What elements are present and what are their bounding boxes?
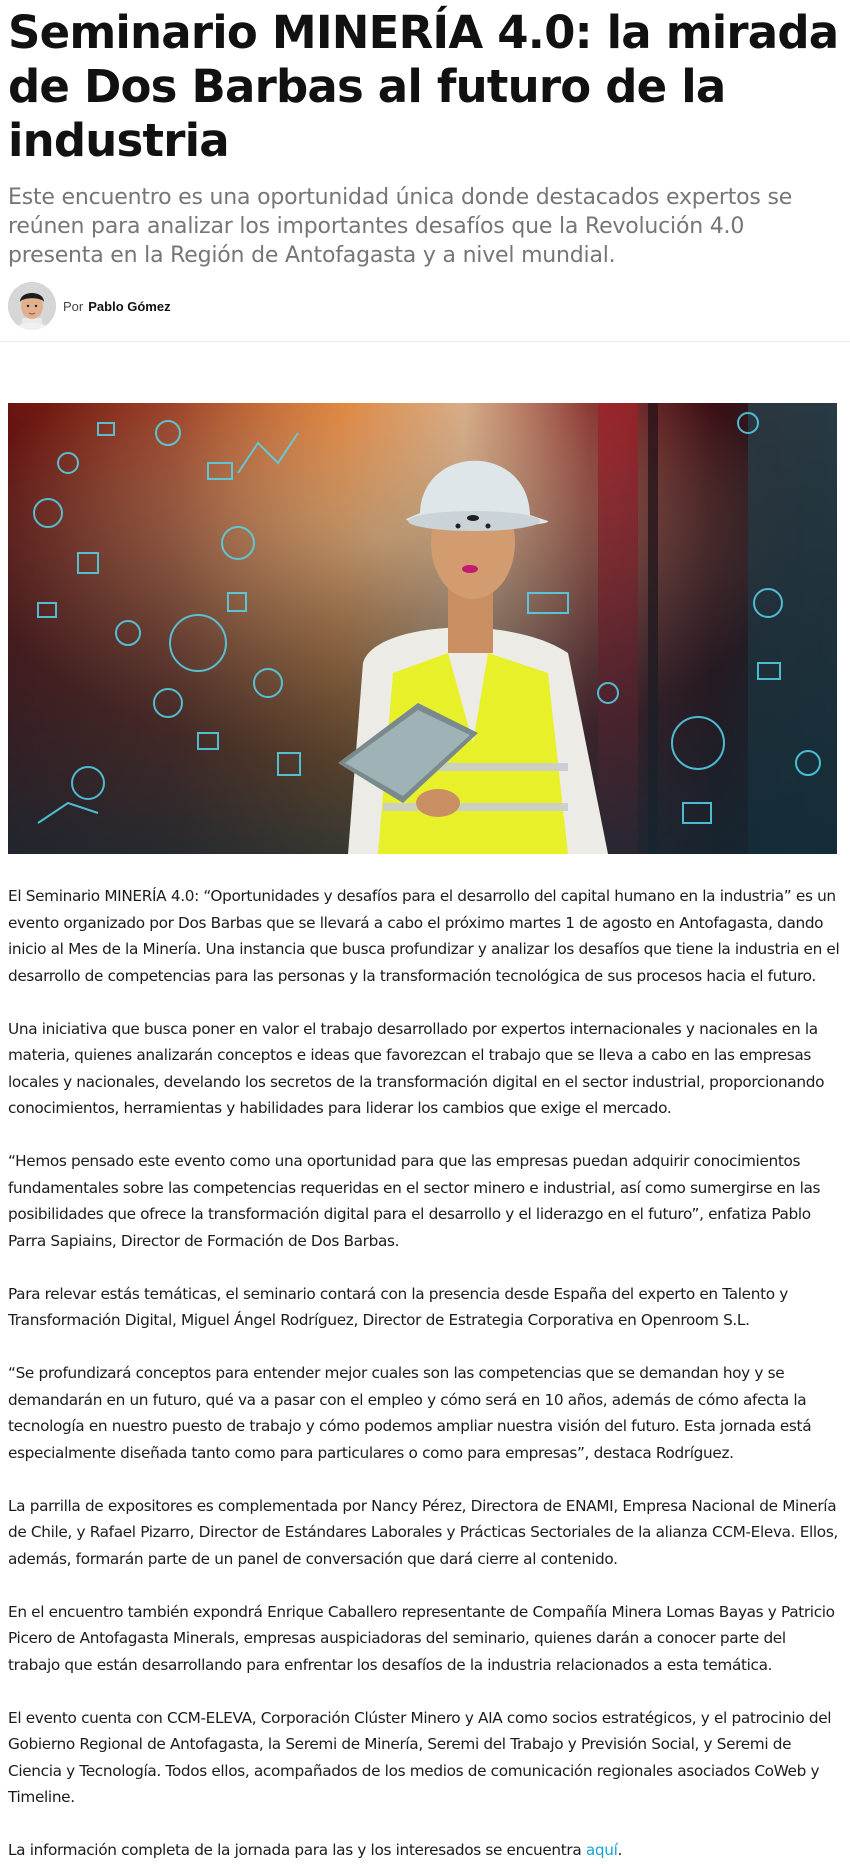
article-paragraph: La parrilla de expositores es complementada por Nancy Pérez, Directora de ENAMI, Empresa Nacional de Minería de Chile, y Rafael Pizarro, Director de Estándares Laborales y Prácticas Sectoriales de la alianza CCM-Eleva. Ellos, además, formarán parte de un panel de conversación que dará cierre al contenido. [8,1496,838,1568]
article-body [0,854,850,1864]
hero-image [8,403,837,854]
author-name[interactable]: Pablo Gómez [88,298,171,314]
closing-paragraph [8,1837,842,1864]
article-title: Seminario MINERÍA 4.0: la mirada de Dos Barbas al futuro de la industria [8,6,839,167]
article-paragraph: El evento cuenta con CCM-ELEVA, Corporación Clúster Minero y AIA como socios estratégicos, y el patrocinio del Gobierno Regional de Antofagasta, la Seremi de Minería, Seremi del Trabajo y Previsión Social, y Seremi de Ciencia y Tecnología. Todos ellos, acompañados de los medios de comunicación regionales asociados CoWeb y Timeline. [8,1708,832,1806]
article-paragraph: El Seminario MINERÍA 4.0: “Oportunidades y desafíos para el desarrollo del capital humano en la industria” es un evento organizado por Dos Barbas que se llevará a cabo el próximo martes 1 de agosto en Antofagasta, dando inicio al Mes de la Minería. Una instancia que busca profundizar y analizar los desafíos que tiene la industria en el desarrollo de competencias para las personas y la transformación tecnológica de sus procesos hacia el futuro. [8,887,840,985]
article-paragraph: “Hemos pensado este evento como una oportunidad para que las empresas puedan adquirir conocimientos fundamentales sobre las competencias requeridas en el sector minero e industrial, así como sumergirse en las posibilidades que ofrece la transformación digital para el desarrollo y el liderazgo en el futuro”, enfatiza Pablo Parra Sapiains, Director de Formación de Dos Barbas. [8,1152,821,1250]
info-link[interactable]: aquí [585,1841,618,1859]
article-paragraph: Para relevar estás temáticas, el seminario contará con la presencia desde España del experto en Talento y Transformación Digital, Miguel Ángel Rodríguez, Director de Estrategia Corporativa en Openroom S.L. [8,1284,788,1329]
author-avatar[interactable] [8,282,56,330]
article-paragraph: “Se profundizará conceptos para entender mejor cuales son las competencias que se demandan hoy y se demandarán en un futuro, qué va a pasar con el empleo y cómo será en 10 años, además de cómo afecta la tecnología en nuestro puesto de trabajo y cómo podemos ampliar nuestra visión del futuro. Esta jornada está especialmente diseñada tanto como para particulares o como para empresas”, destaca Rodríguez. [8,1364,812,1462]
byline [0,270,850,331]
closing-end: . [617,1841,623,1859]
article-paragraph: En el encuentro también expondrá Enrique Caballero representante de Compañía Minera Lomas Bayas y Patricio Picero de Antofagasta Minerals, empresas auspiciadoras del seminario, quienes darán a conocer parte del trabajo que están desarrollando para enfrentar los desafíos de la industria relacionados a esta temática. [8,1602,835,1674]
article-paragraph: Una iniciativa que busca poner en valor el trabajo desarrollado por expertos internacionales y nacionales en la materia, quienes analizarán conceptos e ideas que favorezcan el trabajo que se lleva a cabo en las empresas locales y nacionales, develando los secretos de la transformación digital en el sector industrial, proporcionando conocimientos, herramientas y habilidades para liderar los cambios que exige el mercado. [8,1019,825,1117]
header-divider [0,341,850,342]
closing-text: La información completa de la jornada para las y los interesados se encuentra [8,1841,586,1859]
avatar-portrait-icon [8,282,56,330]
hero-illustration [8,403,837,854]
byline-prefix: Por [63,298,84,314]
article-subtitle: Este encuentro es una oportunidad única donde destacados expertos se reúnen para analizar los importantes desafíos que la Revolución 4.0 presenta en la Región de Antofagasta y a nivel mundial. [8,185,793,268]
